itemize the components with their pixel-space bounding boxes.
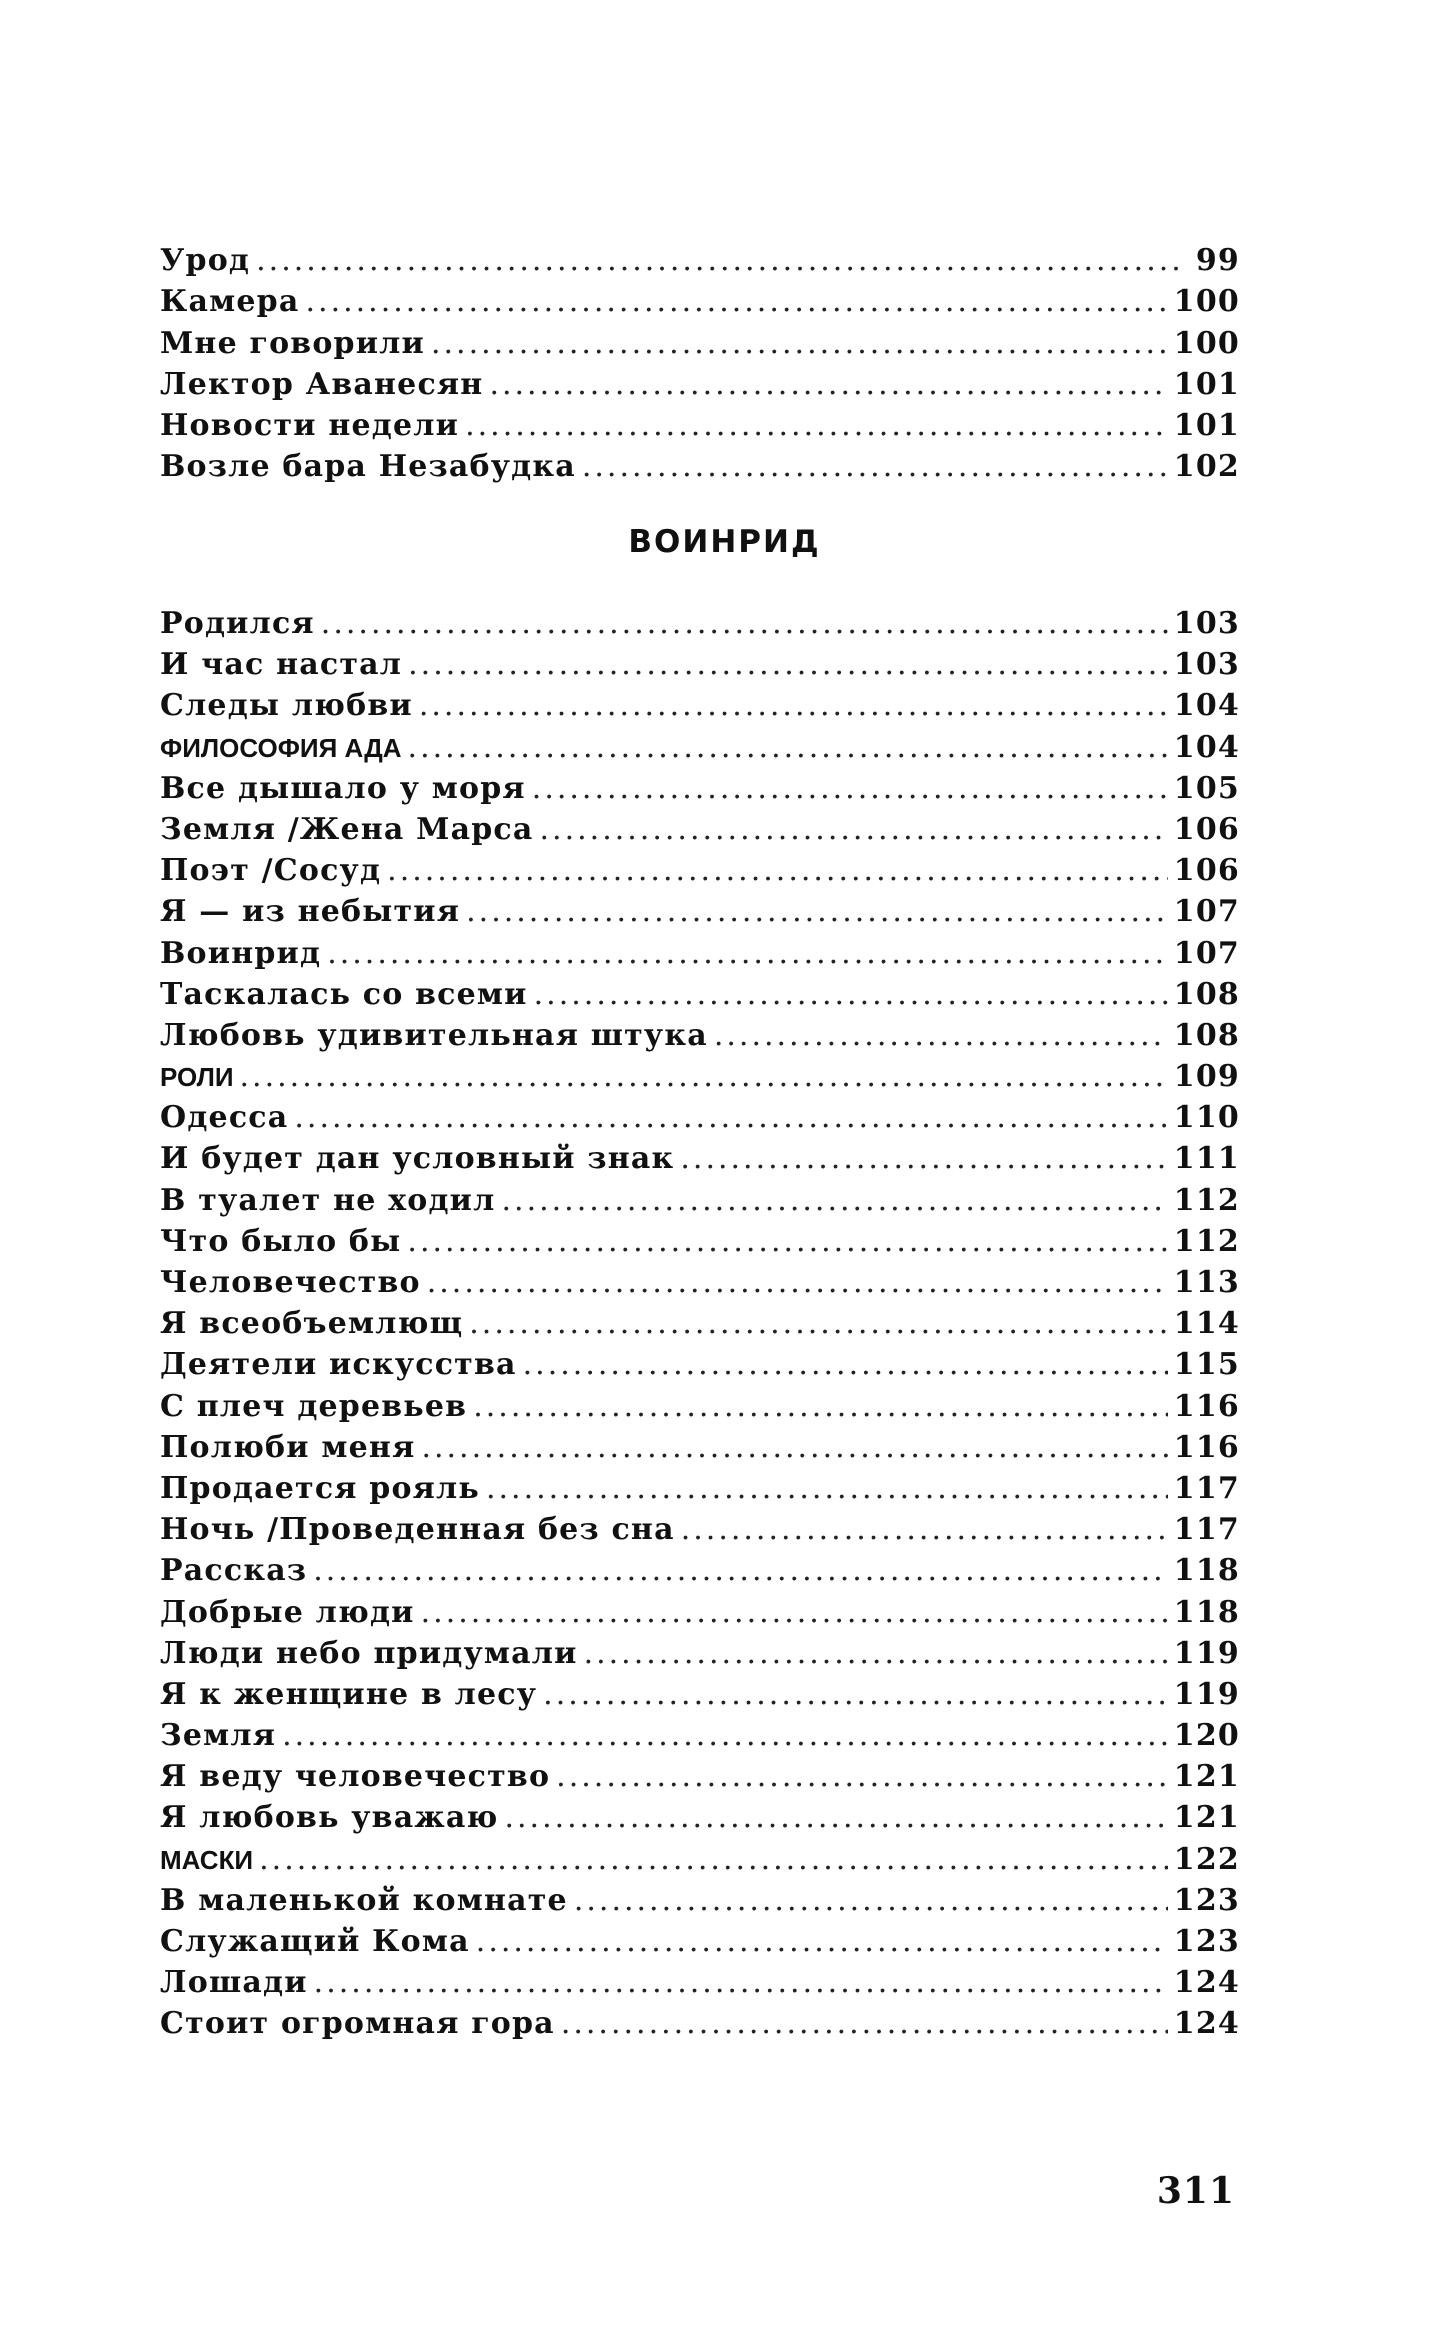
- toc-entry-page: 117: [1173, 1470, 1240, 1506]
- page-number: 311: [1156, 2170, 1235, 2212]
- toc-entry-title: И будет дан условный знак: [160, 1141, 675, 1177]
- toc-entry-title: Что было бы: [160, 1223, 402, 1259]
- toc-entry: [160, 326, 1240, 367]
- toc-entry-title: Я — из небытия: [160, 894, 461, 930]
- toc-dot-leader: [543, 1677, 1168, 1712]
- toc-list-section: [160, 606, 1240, 2048]
- toc-entry: [160, 1718, 1240, 1759]
- toc-entry: [160, 1471, 1240, 1512]
- toc-entry-page: 122: [1173, 1841, 1240, 1877]
- toc-entry: [160, 647, 1240, 688]
- section-heading: ВОИНРИД: [628, 524, 821, 560]
- toc-dot-leader: [387, 853, 1168, 888]
- toc-entry: [160, 2006, 1240, 2047]
- toc-entry-title: Полюби меня: [160, 1429, 416, 1465]
- toc-entry-title: Земля: [160, 1718, 277, 1754]
- toc-entry-page: 104: [1173, 688, 1240, 724]
- toc-entry: [160, 408, 1240, 449]
- toc-entry-title: Урод: [160, 243, 251, 278]
- toc-entry: [160, 449, 1240, 490]
- toc-entry: [160, 1059, 1240, 1100]
- toc-entry-title: Деятели искусства: [160, 1347, 517, 1383]
- toc-entry-page: 116: [1173, 1429, 1240, 1465]
- toc-dot-leader: [407, 1224, 1167, 1259]
- toc-entry: [160, 812, 1240, 853]
- toc-dot-leader: [408, 647, 1168, 682]
- toc-entry-page: 121: [1173, 1800, 1240, 1836]
- toc-dot-leader: [256, 243, 1180, 278]
- toc-entry-page: 108: [1173, 976, 1240, 1012]
- toc-dot-leader: [306, 284, 1168, 319]
- toc-dot-leader: [419, 688, 1168, 723]
- toc-entry-title: Я веду человечество: [160, 1759, 551, 1795]
- toc-dot-leader: [489, 367, 1167, 402]
- toc-dot-leader: [502, 1183, 1168, 1218]
- toc-entry-page: 113: [1173, 1265, 1240, 1300]
- toc-entry-page: 107: [1173, 894, 1240, 930]
- toc-entry: [160, 243, 1240, 284]
- toc-entry: [160, 1677, 1240, 1718]
- toc-entry-page: 101: [1173, 366, 1240, 402]
- toc-entry: [160, 1306, 1240, 1347]
- toc-entry-title: Камера: [160, 284, 300, 320]
- toc-entry: [160, 771, 1240, 812]
- toc-dot-leader: [314, 1965, 1168, 2000]
- toc-dot-leader: [486, 1471, 1168, 1506]
- toc-entry-title: Человечество: [160, 1265, 421, 1300]
- toc-entry-title: Я всеобъемлющ: [160, 1306, 464, 1342]
- toc-entry-page: 119: [1173, 1676, 1240, 1712]
- toc-entry-page: 123: [1173, 1882, 1240, 1918]
- toc-entry: [160, 284, 1240, 325]
- toc-dot-leader: [431, 326, 1168, 361]
- toc-entry-title: С плеч деревьев: [160, 1388, 468, 1424]
- toc-dot-leader: [421, 1430, 1167, 1465]
- toc-entry: [160, 1141, 1240, 1182]
- toc-entry-title: В туалет не ходил: [160, 1182, 496, 1218]
- toc-entry-title: Служащий Кома: [160, 1924, 470, 1959]
- toc-dot-leader: [574, 1883, 1168, 1918]
- toc-entry-page: 124: [1173, 2006, 1240, 2042]
- toc-entry: [160, 894, 1240, 935]
- toc-entry-title: Одесса: [160, 1100, 289, 1136]
- toc-entry-title: Возле бара Незабудка: [160, 449, 576, 485]
- toc-entry-page: 102: [1173, 449, 1240, 485]
- toc-entry-title: МАСКИ: [160, 1844, 254, 1875]
- toc-entry-title: Продается рояль: [160, 1470, 480, 1506]
- toc-dot-leader: [294, 1100, 1167, 1135]
- toc-entry: [160, 1347, 1240, 1388]
- toc-dot-leader: [584, 1636, 1168, 1671]
- toc-entry-page: 118: [1173, 1594, 1240, 1630]
- toc-entry: [160, 1224, 1240, 1265]
- toc-entry-title: Рассказ: [160, 1553, 308, 1589]
- toc-entry-page: 99: [1195, 243, 1240, 278]
- toc-entry-title: Следы любви: [160, 688, 413, 724]
- toc-entry-title: Земля /Жена Марса: [160, 811, 534, 847]
- toc-entry-title: Я к женщине в лесу: [160, 1676, 538, 1712]
- toc-entry: [160, 977, 1240, 1018]
- toc-dot-leader: [582, 449, 1168, 484]
- toc-entry: [160, 936, 1240, 977]
- toc-entry-page: 107: [1173, 935, 1240, 971]
- toc-dot-leader: [681, 1512, 1168, 1547]
- toc-dot-leader: [532, 771, 1168, 806]
- toc-entry-title: Стоит огромная гора: [160, 2006, 555, 2042]
- toc-dot-leader: [561, 2006, 1168, 2041]
- toc-entry-page: 100: [1173, 284, 1240, 320]
- toc-entry-title: Я любовь уважаю: [160, 1800, 499, 1836]
- toc-entry-page: 114: [1173, 1306, 1240, 1342]
- toc-entry-title: И час настал: [160, 647, 403, 683]
- toc-entry-page: 112: [1173, 1223, 1240, 1259]
- toc-entry-page: 100: [1173, 325, 1240, 361]
- toc-entry-title: Любовь удивительная штука: [160, 1017, 708, 1053]
- toc-entry-page: 106: [1173, 811, 1240, 847]
- toc-entry: [160, 1389, 1240, 1430]
- toc-entry-title: Таскалась со всеми: [160, 976, 528, 1012]
- toc-dot-leader: [240, 1059, 1168, 1094]
- toc-entry: [160, 853, 1240, 894]
- toc-entry: [160, 1965, 1240, 2006]
- toc-entry: [160, 730, 1240, 771]
- toc-entry-title: Добрые люди: [160, 1594, 415, 1630]
- toc-entry-page: 103: [1173, 647, 1240, 683]
- toc-entry-title: ФИЛОСОФИЯ АДА: [160, 732, 402, 763]
- toc-entry-page: 120: [1173, 1718, 1240, 1754]
- toc-entry-title: Родился: [160, 606, 315, 641]
- toc-entry-title: Все дышало у моря: [160, 770, 526, 806]
- toc-dot-leader: [534, 977, 1168, 1012]
- toc-list-top: [160, 243, 1240, 491]
- toc-entry: [160, 1100, 1240, 1141]
- toc-entry-page: 103: [1173, 606, 1240, 641]
- toc-entry-page: 109: [1173, 1059, 1240, 1095]
- toc-dot-leader: [321, 606, 1168, 641]
- toc-dot-leader: [469, 1306, 1168, 1341]
- toc-dot-leader: [473, 1389, 1168, 1424]
- toc-dot-leader: [680, 1141, 1167, 1176]
- toc-entry: [160, 1183, 1240, 1224]
- toc-dot-leader: [408, 730, 1168, 765]
- toc-entry-title: Мне говорили: [160, 325, 425, 361]
- toc-entry-page: 111: [1173, 1141, 1240, 1177]
- toc-entry-page: 106: [1173, 853, 1240, 889]
- toc-entry-page: 101: [1173, 408, 1240, 444]
- toc-dot-leader: [523, 1347, 1168, 1382]
- toc-entry-page: 108: [1173, 1017, 1240, 1053]
- toc-entry: [160, 1553, 1240, 1594]
- toc-entry-page: 105: [1173, 770, 1240, 806]
- toc-entry-page: 116: [1173, 1388, 1240, 1424]
- toc-entry: [160, 367, 1240, 408]
- toc-entry-title: Новости недели: [160, 408, 460, 444]
- toc-dot-leader: [313, 1553, 1168, 1588]
- toc-entry-title: Воинрид: [160, 935, 322, 971]
- toc-entry-page: 119: [1173, 1635, 1240, 1671]
- toc-entry: [160, 1265, 1240, 1306]
- toc-entry: [160, 1018, 1240, 1059]
- toc-entry-page: 104: [1173, 729, 1240, 765]
- toc-dot-leader: [282, 1718, 1168, 1753]
- toc-entry-title: Ночь /Проведенная без сна: [160, 1512, 675, 1548]
- toc-entry: [160, 1430, 1240, 1471]
- toc-dot-leader: [327, 936, 1168, 971]
- toc-entry: [160, 1924, 1240, 1965]
- toc-entry-page: 110: [1173, 1100, 1240, 1136]
- toc-dot-leader: [421, 1595, 1168, 1630]
- toc-entry: [160, 1800, 1240, 1841]
- toc-dot-leader: [556, 1759, 1168, 1794]
- toc-entry-title: Лектор Аванесян: [160, 366, 484, 402]
- toc-entry: [160, 1759, 1240, 1800]
- toc-dot-leader: [465, 408, 1168, 443]
- toc-entry-page: 117: [1173, 1512, 1240, 1548]
- toc-entry: [160, 1883, 1240, 1924]
- toc-entry-title: РОЛИ: [160, 1062, 234, 1093]
- toc-entry-title: Поэт /Сосуд: [160, 853, 382, 889]
- toc-entry: [160, 1512, 1240, 1553]
- toc-dot-leader: [466, 894, 1168, 929]
- toc-entry-page: 118: [1173, 1553, 1240, 1589]
- toc-entry-page: 123: [1173, 1924, 1240, 1959]
- toc-entry: [160, 688, 1240, 729]
- toc-entry-title: Люди небо придумали: [160, 1635, 578, 1671]
- toc-entry-title: Лошади: [160, 1965, 308, 2001]
- toc-dot-leader: [714, 1018, 1168, 1053]
- toc-entry-page: 124: [1173, 1965, 1240, 2001]
- toc-entry-page: 115: [1173, 1347, 1240, 1383]
- toc-dot-leader: [259, 1842, 1168, 1877]
- toc-entry: [160, 1595, 1240, 1636]
- toc-entry: [160, 606, 1240, 647]
- toc-dot-leader: [427, 1265, 1168, 1300]
- toc-dot-leader: [504, 1800, 1167, 1835]
- toc-entry-page: 112: [1173, 1182, 1240, 1218]
- toc-dot-leader: [540, 812, 1168, 847]
- toc-dot-leader: [476, 1924, 1168, 1959]
- toc-entry: [160, 1636, 1240, 1677]
- toc-entry-page: 121: [1173, 1759, 1240, 1795]
- toc-entry-title: В маленькой комнате: [160, 1882, 568, 1918]
- toc-entry: [160, 1842, 1240, 1883]
